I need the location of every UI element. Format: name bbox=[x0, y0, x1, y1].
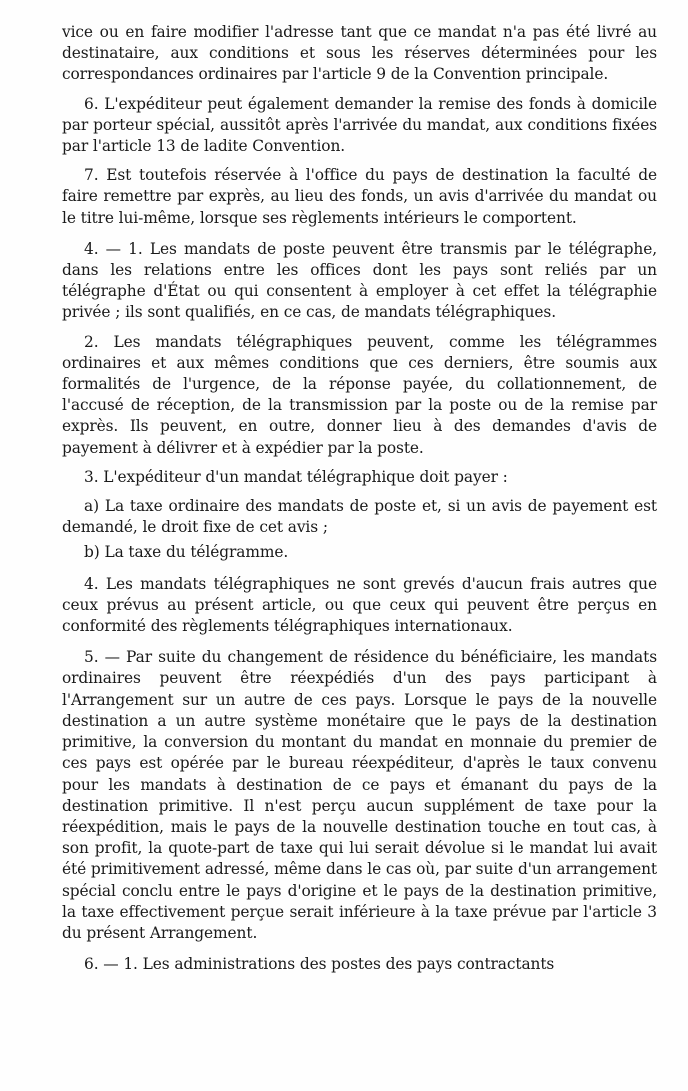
text-column bbox=[62, 22, 657, 975]
paragraph-article-5: 5. — Par suite du changement de résidence du bénéficiaire, les mandats ordinaires peuvent être réexpédiés d'un des pays participant à l'Arrangement sur un autre de ces pays. Lorsque le pays de la nouvelle destination a un autre système monétaire que le pays de la destination primitive, la conversion du montant du mandat en monnaie du premier de ces pays est opérée par le bureau réexpéditeur, d'après le taux convenu pour les mandats à destination de ce pays et émanant du pays de la destination primitive. Il n'est perçu aucun supplément de taxe pour la réexpédition, mais le pays de la nouvelle destination touche en tout cas, à son profit, la quote-part de taxe qui lui serait dévolue si le mandat lui avait été primitivement adressé, même dans le cas où, par suite d'un arrangement spécial conclu entre le pays d'origine et le pays de la destination primitive, la taxe effectivement perçue serait inférieure à la taxe prévue par l'article 3 du présent Arrangement. bbox=[62, 648, 657, 942]
paragraph-article-6-item-1: 6. — 1. Les administrations des postes des pays contractants bbox=[84, 955, 555, 974]
paragraph-item-6: 6. L'expéditeur peut également demander la remise des fonds à domicile par porteur spécial, aussitôt après l'arrivée du mandat, aux conditions fixées par l'article 13 de ladite Convention. bbox=[62, 94, 657, 156]
paragraph-item-7: 7. Est toutefois réservée à l'office du pays de destination la faculté de faire remettre par exprès, au lieu des fonds, un avis d'arrivée du mandat ou le titre lui-même, lorsque ses règlements intérieurs le comportent. bbox=[62, 166, 657, 227]
paragraph-continuation: vice ou en faire modifier l'adresse tant que ce mandat n'a pas été livré au destinataire, aux conditions et sous les réserves déterminées pour les correspondances ordinaires par l'article 9 de la Convention principale. bbox=[62, 23, 657, 84]
paragraph-sub-b: b) La taxe du télégramme. bbox=[84, 543, 289, 562]
paragraph-sub-a: a) La taxe ordinaire des mandats de poste et, si un avis de payement est demandé, le droit fixe de cet avis ; bbox=[62, 497, 657, 537]
paragraph-article-4-item-3: 3. L'expéditeur d'un mandat télégraphique doit payer : bbox=[84, 467, 508, 486]
paragraph-article-4-item-4: 4. Les mandats télégraphiques ne sont grevés d'aucun frais autres que ceux prévus au présent article, ou que ceux qui peuvent être perçus en conformité des règlements télégraphiques internationaux. bbox=[62, 574, 657, 636]
paragraph-article-4-item-1: 4. — 1. Les mandats de poste peuvent être transmis par le télégraphe, dans les relations entre les offices dont les pays sont reliés par un télégraphe d'État ou qui consentent à employer à cet effet la télégraphie privée ; ils sont qualifiés, en ce cas, de mandats télégraphiques. bbox=[62, 239, 657, 322]
paragraph-article-4-item-2: 2. Les mandats télégraphiques peuvent, comme les télégrammes ordinaires et aux mêmes conditions que ces derniers, être soumis aux formalités de l'urgence, de la réponse payée, du collationnement, de l'accusé de réception, de la transmission par la poste ou de la remise par exprès. Ils peuvent, en outre, donner lieu à des demandes d'avis de payement à délivrer et à expédier par la poste. bbox=[62, 332, 657, 457]
